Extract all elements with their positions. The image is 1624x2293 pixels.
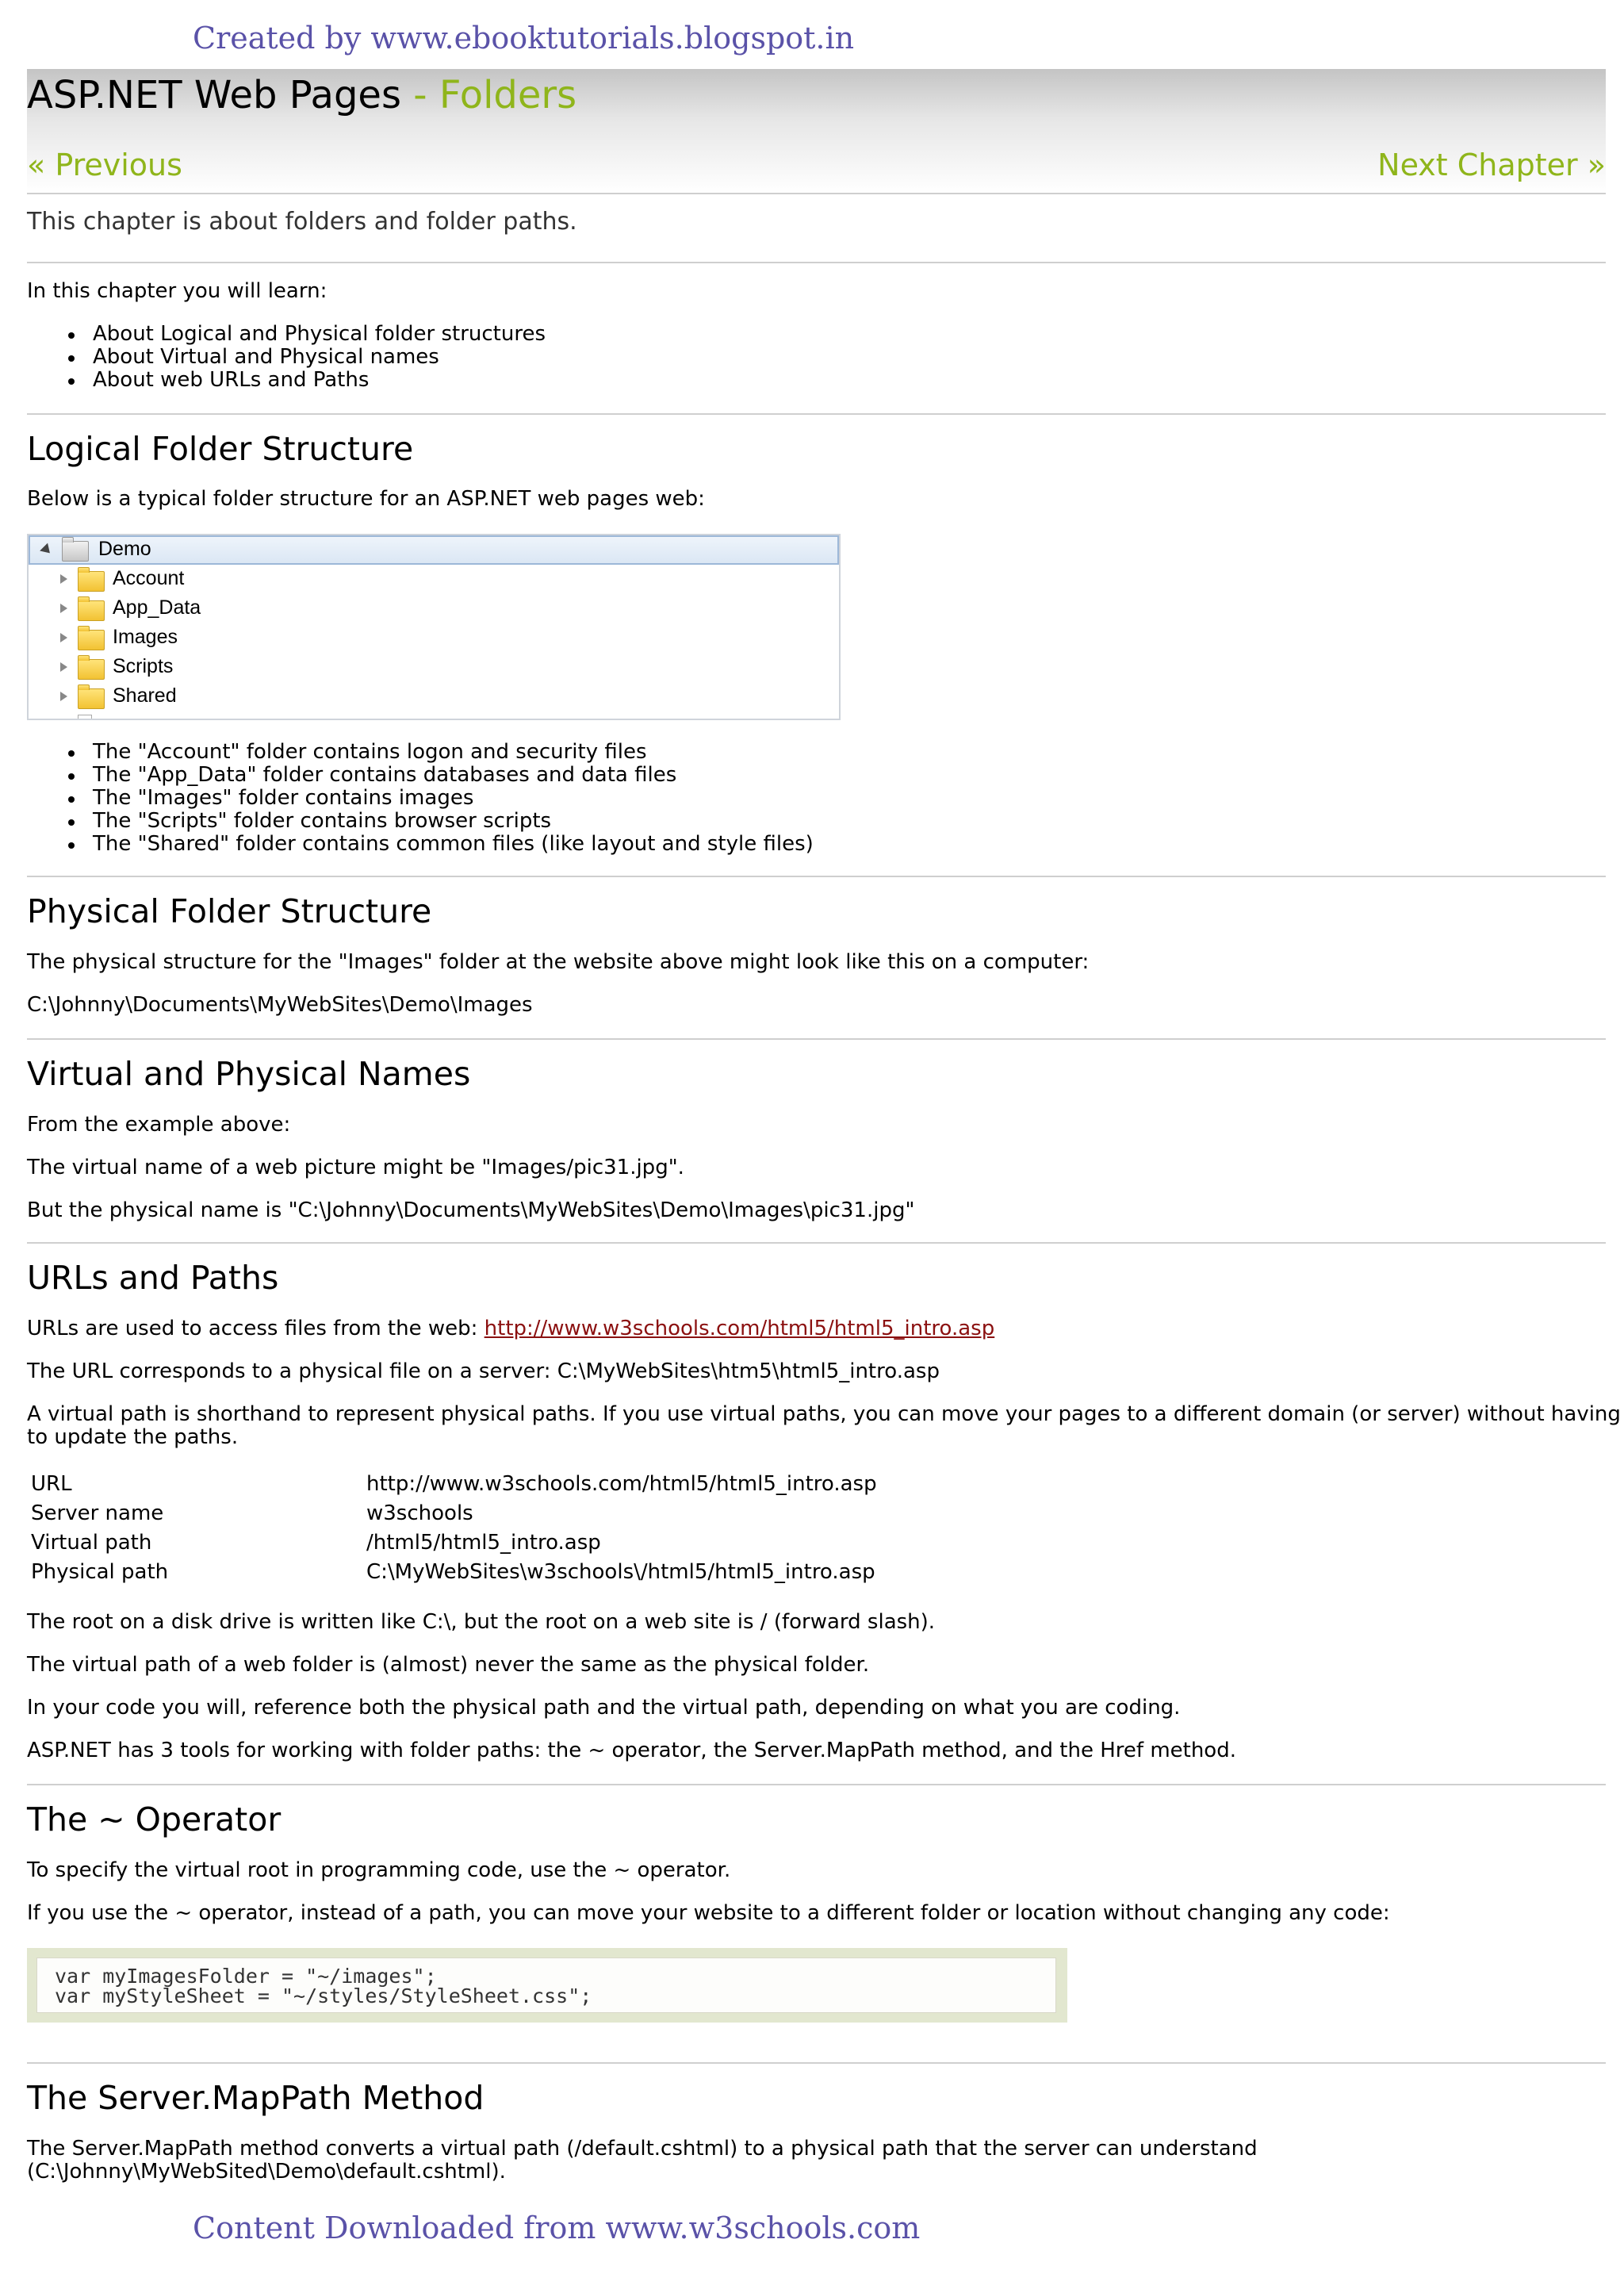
operator-p1: To specify the virtual root in programming code, use the ~ operator. — [27, 1858, 731, 1882]
physical-text: The physical structure for the "Images" folder at the website above might look like this on a computer: — [27, 950, 1090, 974]
table-row — [27, 1557, 877, 1586]
urls-p3-line2: to update the paths. — [27, 1425, 239, 1449]
collapsed-arrow-icon — [60, 633, 67, 642]
mappath-line1: The Server.MapPath method converts a virtual path (/default.cshtml) to a physical path that the server can understand — [27, 2137, 1258, 2161]
table-cell: C:\MyWebSites\w3schools\/html5/html5_intro.asp — [366, 1559, 875, 1584]
physical-path: C:\Johnny\Documents\MyWebSites\Demo\Images — [27, 993, 533, 1017]
tree-item-images — [29, 623, 839, 653]
divider — [27, 1038, 1606, 1040]
folder-icon — [78, 600, 105, 621]
divider — [27, 2062, 1606, 2064]
w3schools-link[interactable]: http://www.w3schools.com/html5/html5_intro.asp — [484, 1317, 995, 1340]
divider — [27, 1242, 1606, 1244]
bottom-banner: Content Downloaded from www.w3schools.com — [193, 2211, 921, 2245]
collapsed-arrow-icon — [60, 692, 67, 701]
list-item: The "Shared" folder contains common files (like layout and style files) — [67, 833, 814, 856]
heading-logical: Logical Folder Structure — [27, 430, 414, 468]
table-cell: Virtual path — [31, 1530, 152, 1555]
top-banner: Created by www.ebooktutorials.blogspot.in — [193, 21, 855, 56]
code-box — [36, 1957, 1056, 2013]
table-cell: http://www.w3schools.com/html5/html5_intro.asp — [366, 1471, 877, 1496]
divider — [27, 413, 1606, 415]
logical-text: Below is a typical folder structure for an ASP.NET web pages web: — [27, 487, 705, 511]
tree-item-label: Images — [113, 626, 178, 648]
tree-item-label: Scripts — [113, 655, 174, 677]
collapsed-arrow-icon — [60, 574, 67, 584]
urls-p3-line1: A virtual path is shorthand to represent physical paths. If you use virtual paths, you can move your pages to a different domain (or server) without having — [27, 1402, 1621, 1426]
mappath-line2: (C:\Johnny\MyWebSited\Demo\default.cshtml). — [27, 2160, 506, 2184]
tree-item-label: App_Data — [113, 596, 201, 619]
tree-item-shared — [29, 682, 839, 711]
folder-icon — [78, 659, 105, 680]
folder-icon — [78, 630, 105, 650]
collapsed-arrow-icon — [60, 604, 67, 613]
tree-item-demo — [29, 535, 839, 565]
names-p1: From the example above: — [27, 1113, 291, 1137]
divider — [27, 193, 1606, 194]
list-item: About Virtual and Physical names — [67, 346, 546, 369]
list-item: The "App_Data" folder contains databases and data files — [67, 764, 814, 787]
tree-item-account — [29, 565, 839, 594]
heading-mappath: The Server.MapPath Method — [27, 2079, 485, 2117]
table-cell: Physical path — [31, 1559, 169, 1584]
tree-item-label: Shared — [113, 684, 177, 707]
urls-p1 — [27, 1317, 994, 1340]
table-cell: /html5/html5_intro.asp — [366, 1530, 601, 1555]
folder-descriptions — [67, 741, 814, 856]
tree-item-app-data — [29, 594, 839, 623]
urls-p4: The root on a disk drive is written like C:\, but the root on a web site is / (forward slash). — [27, 1610, 936, 1634]
urls-p7: ASP.NET has 3 tools for working with folder paths: the ~ operator, the Server.MapPath method, and the Href method. — [27, 1739, 1236, 1762]
list-item: The "Account" folder contains logon and security files — [67, 741, 814, 764]
table-row — [27, 1528, 877, 1557]
list-item: About web URLs and Paths — [67, 369, 546, 392]
table-cell: Server name — [31, 1501, 164, 1525]
urls-p2: The URL corresponds to a physical file on a server: C:\MyWebSites\htm5\html5_intro.asp — [27, 1359, 940, 1383]
file-icon — [78, 715, 92, 720]
code-line: var myImagesFolder = "~/images"; — [55, 1965, 437, 1988]
tree-root-label: Demo — [98, 538, 151, 560]
table-row — [27, 1498, 877, 1528]
heading-names: Virtual and Physical Names — [27, 1055, 471, 1093]
heading-physical: Physical Folder Structure — [27, 892, 432, 930]
code-line: var myStyleSheet = "~/styles/StyleSheet.css"; — [55, 1984, 592, 2007]
page-title — [27, 73, 576, 117]
operator-p2: If you use the ~ operator, instead of a path, you can move your website to a different folder or location without changing any code: — [27, 1901, 1390, 1925]
folder-icon — [62, 541, 89, 562]
names-p3: But the physical name is "C:\Johnny\Documents\MyWebSites\Demo\Images\pic31.jpg" — [27, 1198, 915, 1222]
heading-urls: URLs and Paths — [27, 1259, 279, 1297]
expanded-arrow-icon — [40, 543, 54, 558]
names-p2: The virtual name of a web picture might be "Images/pic31.jpg". — [27, 1156, 684, 1179]
urls-p1-text: URLs are used to access files from the web: — [27, 1317, 485, 1340]
folder-icon — [78, 571, 105, 592]
urls-p5: The virtual path of a web folder is (almost) never the same as the physical folder. — [27, 1653, 870, 1677]
tree-item-label: Account — [113, 567, 185, 589]
urls-p6: In your code you will, reference both the physical path and the virtual path, depending on what you are coding. — [27, 1696, 1181, 1720]
divider — [27, 1784, 1606, 1785]
title-sub: - Folders — [413, 73, 577, 117]
divider — [27, 262, 1606, 263]
divider — [27, 876, 1606, 877]
previous-link[interactable]: « Previous — [27, 148, 182, 182]
learn-list — [67, 323, 546, 392]
list-item: The "Images" folder contains images — [67, 787, 814, 810]
list-item: The "Scripts" folder contains browser scripts — [67, 810, 814, 833]
collapsed-arrow-icon — [60, 662, 67, 672]
code-example — [27, 1948, 1067, 2023]
list-item: About Logical and Physical folder structures — [67, 323, 546, 346]
path-table — [27, 1469, 877, 1586]
folder-tree-image — [27, 534, 841, 720]
title-main: ASP.NET Web Pages — [27, 73, 401, 117]
learn-lead: In this chapter you will learn: — [27, 279, 327, 303]
heading-operator: The ~ Operator — [27, 1800, 282, 1839]
intro-text: This chapter is about folders and folder paths. — [27, 208, 577, 236]
table-row — [27, 1469, 877, 1498]
next-chapter-link[interactable]: Next Chapter » — [1377, 148, 1606, 182]
tree-item-scripts — [29, 653, 839, 682]
table-cell: w3schools — [366, 1501, 473, 1525]
folder-icon — [78, 688, 105, 709]
table-cell: URL — [31, 1471, 72, 1496]
